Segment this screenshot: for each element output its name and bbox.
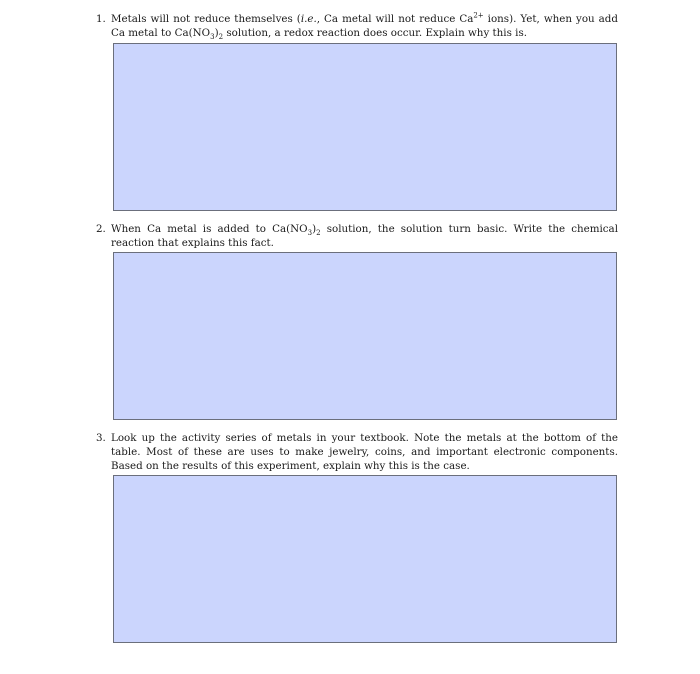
question-number: 3.: [96, 432, 106, 444]
answer-box-2[interactable]: [113, 252, 617, 420]
question-number: 2.: [96, 223, 106, 235]
answer-box-1[interactable]: [113, 43, 617, 211]
question-number: 1.: [96, 13, 106, 25]
question-3: [96, 431, 618, 473]
question-2: [96, 222, 618, 250]
question-1: [96, 12, 618, 40]
answer-box-3[interactable]: [113, 475, 617, 643]
question-text: Metals will not reduce themselves (i.e., Ca metal will not reduce $Ca^{2+}$ ions). Yet, when you add Ca metal to $Ca(NO_3)_2$ solution, a redox reaction does occur. Explain why this is.: [111, 11, 618, 42]
question-text: Look up the activity series of metals in your textbook. Note the metals at the bottom of the table. Most of these are uses to make jewelry, coins, and important electronic components. Based on the results of this experiment, explain why this is the case.: [111, 432, 618, 472]
question-text: When Ca metal is added to $Ca(NO_3)_2$ solution, the solution turn basic. Write the chemical reaction that explains this fact.: [111, 223, 618, 249]
